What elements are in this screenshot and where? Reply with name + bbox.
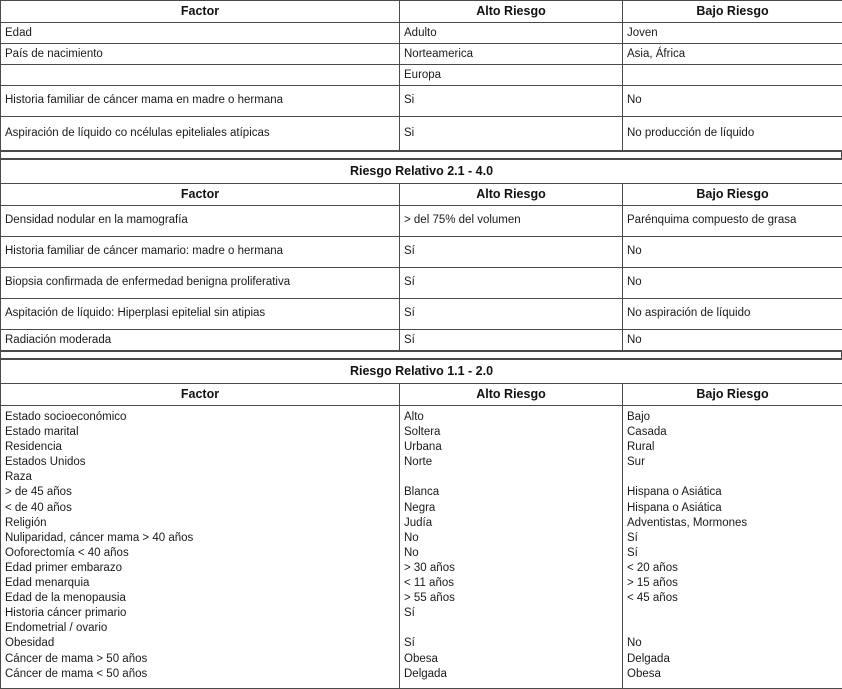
column-header-factor: Factor <box>1 184 400 206</box>
section-title-riesgo-relativo-2-1-4-0: Riesgo Relativo 2.1 - 4.0 <box>1 160 842 184</box>
table-row <box>1 330 842 351</box>
cell-factor <box>1 65 399 71</box>
list-item: Soltera <box>404 425 619 440</box>
list-item: Ooforectomía < 40 años <box>5 546 396 561</box>
list-item: Sí <box>404 606 619 621</box>
list-item: Obesa <box>627 667 839 682</box>
cell-factor: Edad <box>1 23 399 43</box>
list-item: Nuliparidad, cáncer mama > 40 años <box>5 531 396 546</box>
list-item: Rural <box>627 440 839 455</box>
list-item: Edad de la menopausia <box>5 591 396 606</box>
list-item <box>627 621 839 636</box>
list-item: Historia cáncer primario <box>5 606 396 621</box>
list-item: Blanca <box>404 485 619 500</box>
column-header-alto-riesgo: Alto Riesgo <box>400 1 623 23</box>
table-row <box>1 44 842 65</box>
column-header-factor: Factor <box>1 1 400 23</box>
table-row <box>1 117 842 151</box>
cell-bajo-riesgo: No <box>623 237 842 262</box>
list-item: < 45 años <box>627 591 839 606</box>
cell-alto-riesgo: Si <box>400 117 622 144</box>
section-title-row <box>1 360 842 384</box>
list-item: Raza <box>5 470 396 485</box>
risk-table-section-1 <box>0 0 842 151</box>
spacer-table-1 <box>0 151 842 159</box>
list-item: Negra <box>404 501 619 516</box>
table-row <box>1 206 842 237</box>
list-item <box>404 470 619 485</box>
risk-table-section-2 <box>0 159 842 351</box>
list-item: Norte <box>404 455 619 470</box>
cell-factor: Densidad nodular en la mamografía <box>1 206 399 231</box>
list-item: Bajo <box>627 410 839 425</box>
list-item: Sur <box>627 455 839 470</box>
list-item: Adventistas, Mormones <box>627 516 839 531</box>
list-item: No <box>404 531 619 546</box>
cell-alto-riesgo: Sí <box>400 330 622 350</box>
cell-factor: Aspiración de líquido co ncélulas epiteliales atípicas <box>1 117 399 144</box>
list-item <box>404 621 619 636</box>
list-item: Estados Unidos <box>5 455 396 470</box>
list-item: Sí <box>627 546 839 561</box>
table-row <box>1 23 842 44</box>
list-item: Delgada <box>627 652 839 667</box>
list-item: > 55 años <box>404 591 619 606</box>
cell-bajo-riesgo: No <box>623 268 842 293</box>
cell-bajo-riesgo <box>623 65 842 71</box>
table-row <box>1 65 842 86</box>
list-item: > de 45 años <box>5 485 396 500</box>
cell-bajo-riesgo: No <box>623 330 842 350</box>
spacer-table-2 <box>0 351 842 359</box>
list-item: Estado socioeconómico <box>5 410 396 425</box>
table-header-row <box>1 384 842 406</box>
list-item: Delgada <box>404 667 619 682</box>
table-row <box>1 299 842 330</box>
list-item: Edad menarquia <box>5 576 396 591</box>
section-title-riesgo-relativo-1-1-2-0: Riesgo Relativo 1.1 - 2.0 <box>1 360 842 384</box>
cell-alto-riesgo: > del 75% del volumen <box>400 206 622 231</box>
list-item: Religión <box>5 516 396 531</box>
list-column-factor <box>1 406 399 688</box>
table-header-row <box>1 1 842 23</box>
table-row <box>1 86 842 117</box>
list-item: No <box>627 636 839 651</box>
list-column-bajo-riesgo <box>623 406 842 688</box>
list-item: Cáncer de mama < 50 años <box>5 667 396 682</box>
column-header-bajo-riesgo: Bajo Riesgo <box>623 384 842 406</box>
column-header-factor: Factor <box>1 384 400 406</box>
cell-alto-riesgo: Si <box>400 86 622 111</box>
list-item: Urbana <box>404 440 619 455</box>
cell-factor: Historia familiar de cáncer mamario: madre o hermana <box>1 237 399 262</box>
column-header-alto-riesgo: Alto Riesgo <box>400 184 623 206</box>
section-gap <box>1 352 842 359</box>
list-item <box>627 470 839 485</box>
cell-alto-riesgo: Sí <box>400 299 622 324</box>
cell-factor: Radiación moderada <box>1 330 399 350</box>
list-item: > 30 años <box>404 561 619 576</box>
list-column-alto-riesgo <box>400 406 622 688</box>
cell-bajo-riesgo: No aspiración de líquido <box>623 299 842 324</box>
list-item: Residencia <box>5 440 396 455</box>
section-gap <box>1 152 842 159</box>
list-item: Sí <box>627 531 839 546</box>
table-row <box>1 268 842 299</box>
list-item: Sí <box>404 636 619 651</box>
list-item: Casada <box>627 425 839 440</box>
column-header-alto-riesgo: Alto Riesgo <box>400 384 623 406</box>
cell-alto-riesgo: Europa <box>400 65 622 85</box>
cell-alto-riesgo: Norteamerica <box>400 44 622 64</box>
cell-factor: Aspitación de líquido: Hiperplasi epitelial sin atipias <box>1 299 399 324</box>
list-item: < 11 años <box>404 576 619 591</box>
cell-factor: Biopsia confirmada de enfermedad benigna proliferativa <box>1 268 399 293</box>
cell-bajo-riesgo: Joven <box>623 23 842 43</box>
table-row <box>1 237 842 268</box>
list-item: Endometrial / ovario <box>5 621 396 636</box>
list-item: Obesidad <box>5 636 396 651</box>
list-item: > 15 años <box>627 576 839 591</box>
list-item: < 20 años <box>627 561 839 576</box>
list-item: Edad primer embarazo <box>5 561 396 576</box>
cell-alto-riesgo: Sí <box>400 237 622 262</box>
list-item: Judía <box>404 516 619 531</box>
column-header-bajo-riesgo: Bajo Riesgo <box>623 1 842 23</box>
list-item: Hispana o Asiática <box>627 485 839 500</box>
column-header-bajo-riesgo: Bajo Riesgo <box>623 184 842 206</box>
list-item: No <box>404 546 619 561</box>
risk-table-section-3 <box>0 359 842 689</box>
cell-bajo-riesgo: No <box>623 86 842 111</box>
list-item: Obesa <box>404 652 619 667</box>
cell-bajo-riesgo: No producción de líquido <box>623 117 842 144</box>
cell-factor: Historia familiar de cáncer mama en madre o hermana <box>1 86 399 111</box>
cell-bajo-riesgo: Asia, África <box>623 44 842 64</box>
table-header-row <box>1 184 842 206</box>
cell-factor: País de nacimiento <box>1 44 399 64</box>
list-item: Alto <box>404 410 619 425</box>
cell-bajo-riesgo: Parénquima compuesto de grasa <box>623 206 842 231</box>
cell-alto-riesgo: Sí <box>400 268 622 293</box>
table-row-list-block <box>1 406 842 689</box>
list-item: Hispana o Asiática <box>627 501 839 516</box>
cell-alto-riesgo: Adulto <box>400 23 622 43</box>
list-item: < de 40 años <box>5 501 396 516</box>
section-title-row <box>1 160 842 184</box>
list-item: Cáncer de mama > 50 años <box>5 652 396 667</box>
list-item <box>627 606 839 621</box>
list-item: Estado marital <box>5 425 396 440</box>
